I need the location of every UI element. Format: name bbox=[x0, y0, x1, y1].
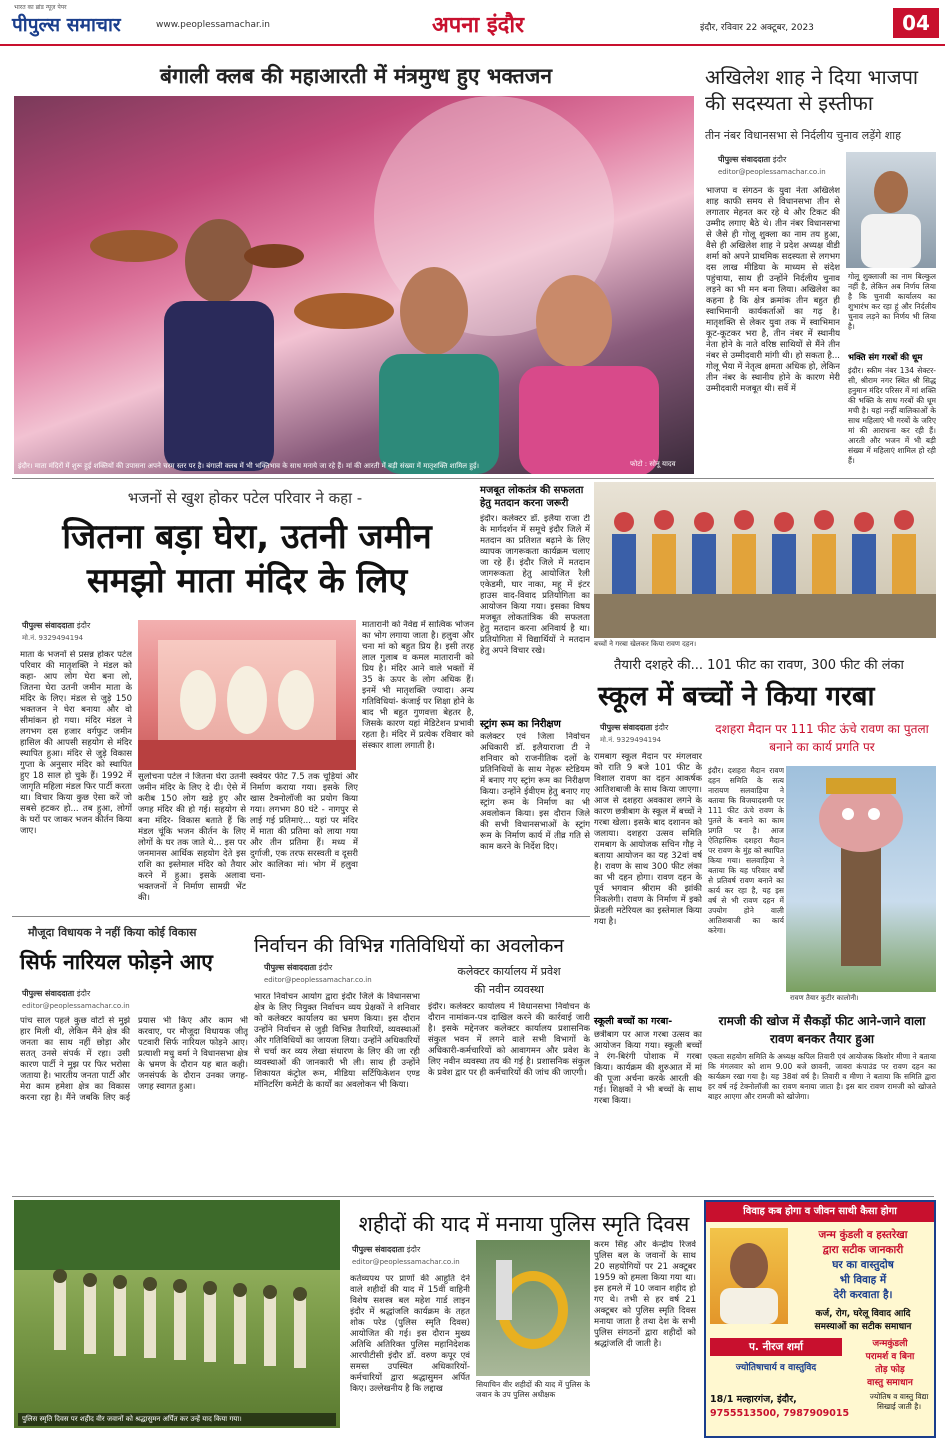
patel-col2: सुलोचना पटेल ने जितना घेरा उतनी जमीन मंदिर के लिए दे दी। ऐसे में करीब 150 लोग खड़े हुए और जगह मंदिर की हो गई। सहयोग से बना मंदिर- विकास बताते हैं कि मंडल चूंकि भजन कीर्तन के लिए लोगों के घर तक जाते थे... इस पर जनमानस आर्थिक सहयोग देते इस राशि का इस्तेमाल मंदिर को तैयार करने में हुआ। इसके अलावा भक्तजनों ने निर्माण सामग्री भेंट की। bbox=[138, 772, 246, 903]
strong-room-subhead: स्ट्रांग रूम का निरीक्षण bbox=[480, 719, 561, 730]
ad-top-banner: विवाह कब होगा व जीवन साथी कैसा होगा bbox=[706, 1202, 934, 1222]
ad-line11: वास्तु समाधान bbox=[867, 1378, 913, 1388]
masthead-tagline: भारत का ब्रांड न्यूज़ पेपर bbox=[14, 4, 67, 11]
astrologer-title: ज्योतिषाचार्य व वास्तुविद bbox=[735, 1363, 817, 1373]
issue-date: इंदौर, रविवार 22 अक्टूबर, 2023 bbox=[700, 23, 814, 33]
police-byline-name: पीपुल्स संवाददाता bbox=[352, 1245, 405, 1254]
dussehra-headline: दशहरा मैदान पर 111 फीट ऊंचे रावण का पुतला बनाने का कार्य प्रगति पर bbox=[715, 722, 929, 754]
mandir-illustration bbox=[138, 620, 356, 770]
ad-address: 18/1 मल्हारगंज, इंदौर, bbox=[710, 1394, 797, 1405]
bengali-caption: इंदौर। माता मंदिरों में शुरू हुई शक्तियों की उपासना अपने चरम स्तर पर है। बंगाली क्लब में भी भक्तिभाव के साथ मनाये जा रहे हैं। मां की आरती में बड़ी संख्या में मातृशक्ति शामिल हुई। bbox=[18, 462, 480, 470]
police-parade-photo bbox=[14, 1200, 340, 1428]
mla-body: पांच साल पहले कुछ वोटों से मुझे हार मिली थी, लेकिन मैंने क्षेत्र की जनता का साथ नहीं छोड़ा और सतत् उनसे संपर्क में रहा। उसी कारण पार्टी ने मुझ पर फिर भरोसा जताया है। भारतीय जनता पार्टी और मेरा काम हमेशा क्षेत्र का विकास करना रहा है। मैंने जबकि लिए कई प्रयास भी किए और काम भी करवाए, पर मौजूदा विधायक जीतू पटवारी सिर्फ नारियल फोड़ने आए। प्रत्याशी मधु वर्मा ने विधानसभा क्षेत्र के भ्रमण के दौरान यह बात कही। जनसंपर्क के दौरान उनका जगह-जगह स्वागत हुआ। bbox=[20, 1016, 248, 1103]
aarti-illustration bbox=[14, 96, 694, 474]
garba-mobile: मो.नं. 9329494194 bbox=[600, 736, 662, 744]
ad-line5: देरी करवाता है। bbox=[833, 1289, 893, 1301]
paper-url: www.peoplessamachar.in bbox=[156, 20, 270, 30]
police-email: editor@peoplessamachar.co.in bbox=[352, 1258, 460, 1266]
police-body2: करम सिंह और केन्द्रीय रिजर्व पुलिस बल के जवानों के साथ 20 सहयोगियों पर 21 अक्टूबर 1959 को हमला किया गया था। इस हमले में 10 जवान शहीद हो गए थे। तभी से हर वर्ष 21 अक्टूबर को पुलिस स्मृति दिवस मनाया जाता है तथा देश के सभी पुलिस संगठनों द्वारा शहीदों को श्रद्धांजलि दी जाती है। bbox=[594, 1240, 696, 1349]
election1-body2: कलेक्टर एवं जिला निर्वाचन अधिकारी डॉ. इलैयाराजा टी ने शनिवार को राजनीतिक दलों के प्रतिनिधियों के साथ नेहरू स्टेडियम में बनाए गए स्ट्रांग रूम का निरीक्षण किया। उन्होंने ईवीएम हेतु बनाए गए स्ट्रांग रूम के निर्माण का भी अवलोकन किया। इस दौरान जिले की सभी विधानसभाओं के स्ट्रांग रूम के निर्माण कार्य में तीव्र गति से काम करने के निर्देश दिए। bbox=[480, 732, 590, 852]
mla-byline-city: इंदौर bbox=[76, 989, 91, 998]
garba-photo-caption: बच्चों ने गरबा खेलकर किया रावण दहन। bbox=[594, 640, 697, 648]
akhilesh-photo-caption: गोलू शुक्लाजी का नाम बिल्कुल नहीं है, लेकिन अब निर्णय लिया है कि चुनावी कार्यालय का शुभारंभ कर रहा हूं और निर्दलीय चुनाव लड़ने का निर्णय भी लिया है। bbox=[848, 272, 936, 331]
ad-line8: जन्मकुंडली bbox=[872, 1339, 908, 1349]
astrologer-photo bbox=[710, 1228, 788, 1324]
akhilesh-byline-name: पीपुल्स संवाददाता bbox=[718, 155, 771, 164]
bengali-photo-credit: फोटो : सोनू यादव bbox=[630, 460, 676, 468]
ramji-headline: रामजी की खोज में सैकड़ों फीट आने-जाने वाला रावण बनकर तैयार हुआ bbox=[718, 1014, 926, 1046]
ad-extra: ज्योतिष व वास्तु विद्या सिखाई जाती है। bbox=[869, 1392, 929, 1411]
garba-bhakti-body: इंदौर। स्कीम नंबर 134 सेक्टर-सी, श्रीराम नगर स्थित श्री सिद्ध हनुमान मंदिर परिसर में मां शक्ति की भक्ति के साथ गरबों की धूम मची है। यहां नन्हीं बालिकाओं के साथ महिलाएं भी गरबों के जरिए मां की आराधना कर रही हैं। आरती और भजन में भी बड़ी संख्या में महिलाएं शामिल हो रही हैं। bbox=[848, 366, 936, 465]
patel-byline-city: इंदौर bbox=[76, 621, 91, 630]
bengali-aarti-photo bbox=[14, 96, 694, 474]
akhilesh-portrait bbox=[846, 152, 936, 268]
garba-body2: छत्रीबाग पर आज गरबा उत्सव का आयोजन किया गया। स्कूली बच्चों ने रंग-बिरंगी पोशाक में गरबा किया। कार्यक्रम की शुरुआत में मां की पूजा अर्चना करके आरती की गई। शिक्षकों ने भी बच्चों के साथ गरबा किया। bbox=[594, 1030, 702, 1106]
mla-byline-name: पीपुल्स संवाददाता bbox=[22, 989, 75, 998]
ad-line7: समस्याओं का सटीक समाधान bbox=[814, 1322, 912, 1332]
garba-byline bbox=[600, 722, 668, 733]
patel-kicker: भजनों से खुश होकर पटेल परिवार ने कहा - bbox=[127, 489, 363, 507]
ramji-body: एकता सहयोग समिति के अध्यक्ष कपिल तिवारी एवं आयोजक किशोर मीणा ने बताया कि मंगलवार को शाम 9.00 बजे छावनी, जावरा कंपाउंड पर रावण दहन का कार्यक्रम रखा गया है। यह 38वां वर्ष है। तिवारी व मीणा ने बताया कि समिति द्वारा हर वर्ष नई टेक्नोलॉजी का रावण बनाया जाता है। इस बार रावण रामजी को खोजते बाहर आएगा और रामजी को खोजेगा। bbox=[708, 1052, 936, 1101]
patel-col4: मातारानी को नैवेद्य में सात्विक भोजन का भोग लगाया जाता है। हलुवा और चना मां को बहुत प्रिय है। इसी तरह लाल गुलाब व कमल मातारानी को प्रिय है। मंदिर आने वाले भक्तों में 35 के ऊपर के लोग अधिक हैं। इनमें भी मातृशक्ति ज्यादा। अन्य गतिविधियां- कंजाई पर शिक्षा होने के बाद भी बहुत गुणवत्ता बेहतर है, जिसके कारण यहां मेडिटेशन प्रभावी रहता है। मंदिर में प्रत्येक रविवार को संस्कार शाला लगाती है। bbox=[362, 620, 474, 751]
school-garba-photo bbox=[594, 482, 936, 638]
nirvachan-sub-head: की नवीन व्यवस्था bbox=[474, 983, 544, 996]
nirvachan-body: भारत निर्वाचन आयोग द्वारा इंदौर जिले के विधानसभा क्षेत्र के लिए नियुक्त निर्वाचन व्यय प्रेक्षकों ने शनिवार को कलेक्टर कार्यालय का भ्रमण किया। इस दौरान उन्होंने निर्वाचन से जुड़ी विभिन्न तैयारियों, व्यवस्थाओं और गतिविधियों का जायजा लिया। उन्होंने अधिकारियों से चर्चा कर व्यय लेखा संधारण के लिए की जा रही व्यवस्थाओं की जानकारी भी ली। साथ ही उन्होंने शिकायत कंट्रोल रूम, मीडिया सर्टिफिकेशन एण्ड मॉनिटरिंग कमेटी के कार्यों का अवलोकन भी किया। bbox=[254, 992, 420, 1090]
ad-line9: परामर्श व बिना bbox=[865, 1352, 915, 1362]
garba-body: रामबाग स्कूल मैदान पर मंगलवार को राति 9 बजे 101 फीट के विशाल रावण का दहन आकर्षक आतिशबाजी के साथ किया जाएगा। आज से दशहरा अवकाश लगने के कारण छत्रीबाग के स्कूल में बच्चों ने गरबा खेला। इसके बाद दशानन को जलाया। दशहरा उत्सव समिति रामबाग के आयोजक सचिन गौड़ ने बताया आयोजन का यह 32वां वर्ष है। रावण के साथ 300 फीट लंका का भी दहन होगा। रावण दहन के पूर्व भगवान श्रीराम की झांकी निकलेगी। रावण के निर्माण में इको फ्रेंडली मटेरियल का इस्तेमाल किया गया है। bbox=[594, 752, 702, 927]
masthead bbox=[0, 0, 945, 46]
nirvachan-body2: इंदौर। कलेक्टर कार्यालय में विधानसभा निर्वाचन के दौरान नामांकन-पत्र दाखिल करने की कार्रवाई जारी है। इसके मद्देनजर कलेक्टर कार्यालय प्रशासनिक संकुल भवन में लगने वाले सभी विभागों के अधिकारी-कर्मचारियों को आवागमन और प्रवेश के लिए नवीन व्यवस्था तय की गई है। प्रशासनिक संकुल के प्रवेश द्वार पर ही कर्मचारियों की जांच की जाएगी। bbox=[428, 1002, 590, 1078]
akhilesh-headline: अखिलेश शाह ने दिया भाजपा की सदस्यता से इस्तीफा bbox=[705, 65, 919, 115]
dussehra-body: इंदौर। दशहरा मैदान रावण दहन समिति के सत्य नारायण सलवाड़िया ने बताया कि विजयादशमी पर 111 फीट ऊंचे रावण के पुतले के बनाने का काम प्रगति पर है। आज ऐतिहासिक दशहरा मैदान पर रावण के मुंह को स्थापित किया गया। सलवाड़िया ने बताया कि यह परिवार वर्षों से प्रतिवर्ष रावण बनाने का कार्य कर रहा है, यह इस वर्ष से भी रावण दहन में उपयोग होने वाली आतिशबाजी का कार्य करेगा। bbox=[708, 766, 784, 935]
garba-illustration bbox=[594, 482, 936, 638]
astrologer-illustration bbox=[710, 1228, 788, 1324]
section-title: अपना इंदौर bbox=[432, 13, 525, 38]
astrology-ad bbox=[704, 1200, 936, 1438]
akhilesh-body: भाजपा व संगठन के युवा नेता अखिलेश शाह काफी समय से विधानसभा तीन से लगातार मेहनत कर रहे थे और टिकट की उम्मीद लगाए बैठे थे। तीन नंबर विधानसभा से जैसे ही गोलू शुक्ला का नाम तय हुआ, वैसे ही अखिलेश शाह ने प्रदेश अध्यक्ष वीडी शर्मा को अपने प्राथमिक सदस्यता से लगभग दस लाख मीडिया के माध्यम से संदेश पहुंचाया, साथ ही उन्होंने निर्दलीय चुनाव लड़ने का भी मन बना लिया। अखिलेश का कहना है कि क्षेत्र क्रमांक तीन बहुत ही स्वाभिमानी कार्यकर्ताओं का गढ़ है। मातृशक्ति से लेकर युवा तक में स्वाभिमान कूट-कूटकर भरा है, तीन नंबर में स्थानीय नेता होने के नाते वरिष्ठ साथियों से मैंने तीन नंबर से उम्मीदवारी मांगी थी। हो सकता है... गोलू भैया में नेतृत्व क्षमता अधिक हो, लेकिन तीन नंबर के स्थानीय होने के कारण मेरी उम्मीदवारी मजबूत थी। सर्वे में bbox=[706, 186, 840, 394]
police-byline-city: इंदौर bbox=[406, 1245, 421, 1254]
nirvachan-byline-name: पीपुल्स संवाददाता bbox=[264, 963, 317, 972]
ravan-effigy-photo bbox=[786, 766, 936, 992]
wreath-photo bbox=[476, 1240, 590, 1376]
election1-body: इंदौर। कलेक्टर डॉ. इलैया राजा टी के मार्गदर्शन में समूचे इंदौर जिले में मतदान का प्रतिशत बढ़ाने के लिए व्यापक जागरूकता कार्यक्रम चलाए जा रहे हैं। इंदौर जिले में मतदान जागरूकता हेतु आयोजित रैली एकेडमी, घार नाका, महू में इंटर हाउस वाद-विवाद प्रतियोगिता का आयोजन किया गया। इसका विषय मजबूत लोकतांत्रिक की सफलता हेतु मतदान करना अनिवार्य है था। प्रतियोगिता में विद्यार्थियों ने मतदान हेतु अपने विचार रखे। bbox=[480, 514, 590, 656]
ad-line1: जन्म कुंडली व हस्तरेखा bbox=[818, 1229, 908, 1241]
mla-kicker: मौजूदा विधायक ने नहीं किया कोई विकास bbox=[28, 926, 197, 939]
akhilesh-byline bbox=[718, 154, 786, 165]
police-inset-caption: सियाचिन वीर शहीदों की याद में पुलिस के जवान के उप पुलिस अधीक्षक bbox=[476, 1380, 590, 1399]
patel-headline: जितना बड़ा घेरा, उतनी जमीन समझो माता मंदिर के लिए bbox=[62, 517, 432, 601]
garba-byline-name: पीपुल्स संवाददाता bbox=[600, 723, 653, 732]
garba-byline-city: इंदौर bbox=[654, 723, 669, 732]
akhilesh-byline-city: इंदौर bbox=[772, 155, 787, 164]
bengali-headline: बंगाली क्लब की महाआरती में मंत्रमुग्ध हुए भक्तजन bbox=[159, 64, 553, 88]
police-photo-caption: पुलिस स्मृति दिवस पर शहीद वीर जवानों को श्रद्धासुमन अर्पित कर उन्हें याद किया गया। bbox=[18, 1413, 336, 1426]
nirvachan-email: editor@peoplessamachar.co.in bbox=[264, 976, 372, 984]
page-number: 04 bbox=[893, 8, 939, 38]
mla-headline: सिर्फ नारियल फोड़ने आए bbox=[20, 950, 213, 974]
mla-email: editor@peoplessamachar.co.in bbox=[22, 1002, 130, 1010]
police-headline: शहीदों की याद में मनाया पुलिस स्मृति दिवस bbox=[358, 1212, 690, 1236]
nirvachan-headline: निर्वाचन की विभिन्न गतिविधियों का अवलोकन bbox=[254, 935, 564, 957]
ad-line10: तोड़ फोड़ bbox=[875, 1365, 905, 1375]
akhilesh-email: editor@peoplessamachar.co.in bbox=[718, 168, 826, 176]
paper-logo: पीपुल्स समाचार bbox=[12, 14, 121, 36]
mata-mandir-photo bbox=[138, 620, 356, 770]
garba-headline: स्कूल में बच्चों ने किया गरबा bbox=[598, 681, 875, 712]
police-body: कर्तव्यपथ पर प्राणों की आहुति देने वाले शहीदों की याद में 15वीं वाहिनी विशेष सशस्त्र बल महेश गार्ड लाइन इंदौर में श्रद्धांजलि कार्यक्रम के तहत शोक परेड (पुलिस स्मृति दिवस) आयोजित की गई। इस दौरान मुख्य अतिथि अतिरिक्त पुलिस महानिदेशक आरपीटीसी इंदौर डॉ. वरुण कपूर एवं समस्त उपस्थित अधिकारियों-कर्मचारियों द्वारा श्रद्धासुमन अर्पित किए। उल्लेखनीय है कि लद्दाख bbox=[350, 1274, 470, 1394]
patel-byline-name: पीपुल्स संवाददाता bbox=[22, 621, 75, 630]
patel-col1: माता के भजनों से प्रसन्न होकर पटेल परिवार की मातृशक्ति ने मंडल को कहा- आप लोग घेरा बना लो, जितना घेरा उतनी जमीन माता के मंदिर के लिए। मंडल से जुड़े 150 भक्तजन ने घेरा बनाया और वो सीमांकन हो गया। मंदिर मंडल ने लगभग दस हजार वर्गफुट जमीन हासिल की आपसी सहयोग से मंदिर स्थापित हुआ। मंदिर से जुड़े विकास गुप्ता के अनुसार मंदिर को स्थापित हुए 18 साल हो चुके हैं। 1992 में जागृति महिला मंडल फिर पार्टी करता था। विचार किया कुछ ऐसा करें जो सबसे हटकर हो... तब हुआ, लोगों के घरों पर जाकर भजन कीर्तन किया जाए। bbox=[20, 650, 132, 836]
mla-byline bbox=[22, 988, 90, 999]
school-garba-subhead: स्कूली बच्चों का गरबा- bbox=[594, 1016, 673, 1027]
patel-byline bbox=[22, 620, 90, 631]
garba-bhakti-subhead: भक्ति संग गरबों की धूम bbox=[848, 353, 923, 363]
nirvachan-byline bbox=[264, 962, 332, 973]
astrologer-name: प. नीरज शर्मा bbox=[710, 1338, 842, 1356]
ad-line4: भी विवाह में bbox=[839, 1274, 887, 1286]
election1-headline: मजबूत लोकतंत्र की सफलता हेतु मतदान करना जरूरी bbox=[480, 485, 584, 509]
nirvachan-sub-kicker: कलेक्टर कार्यालय में प्रवेश bbox=[457, 965, 561, 978]
ravan-illustration bbox=[786, 766, 936, 992]
portrait-illustration bbox=[846, 152, 936, 268]
patel-col3: स्क्वेयर फीट 7.5 तक चूड़ियां और निर्माण कराया गया। इसके लिए खास टैक्नोलॉजी का प्रयोग किया गया। लगभग 80 घंटे - नागपुर से लाई गई प्रतिमाएं... यहां पर मंदिर में माता की प्रतिमा को लाया गया और तीन प्रतिमा हैं। मध्य में दुर्गाजी, एक तरफ सरस्वती व दूसरी ओर कालिका मां। भोग में हलुवा चना- bbox=[250, 772, 358, 881]
nirvachan-byline-city: इंदौर bbox=[318, 963, 333, 972]
police-byline bbox=[352, 1244, 420, 1255]
ad-line3: घर का वास्तुदोष bbox=[832, 1259, 894, 1271]
ad-line2: द्वारा सटीक जानकारी bbox=[822, 1244, 904, 1256]
dussehra-kicker: तैयारी दशहरे की... 101 फीट का रावण, 300 फीट की लंका bbox=[614, 658, 904, 673]
patel-mobile: मो.नं. 9329494194 bbox=[22, 634, 84, 642]
ad-phone[interactable]: 9755513500, 7987909015 bbox=[710, 1408, 850, 1419]
akhilesh-subhead: तीन नंबर विधानसभा से निर्दलीय चुनाव लड़ेंगे शाह bbox=[705, 129, 901, 142]
wreath-illustration bbox=[476, 1240, 590, 1376]
ravan-photo-caption: रावण तैयार कुटीर कालोनी। bbox=[790, 994, 859, 1002]
ad-line6: कर्ज, रोग, घरेलू विवाद आदि bbox=[815, 1309, 911, 1319]
parade-illustration bbox=[14, 1200, 340, 1428]
